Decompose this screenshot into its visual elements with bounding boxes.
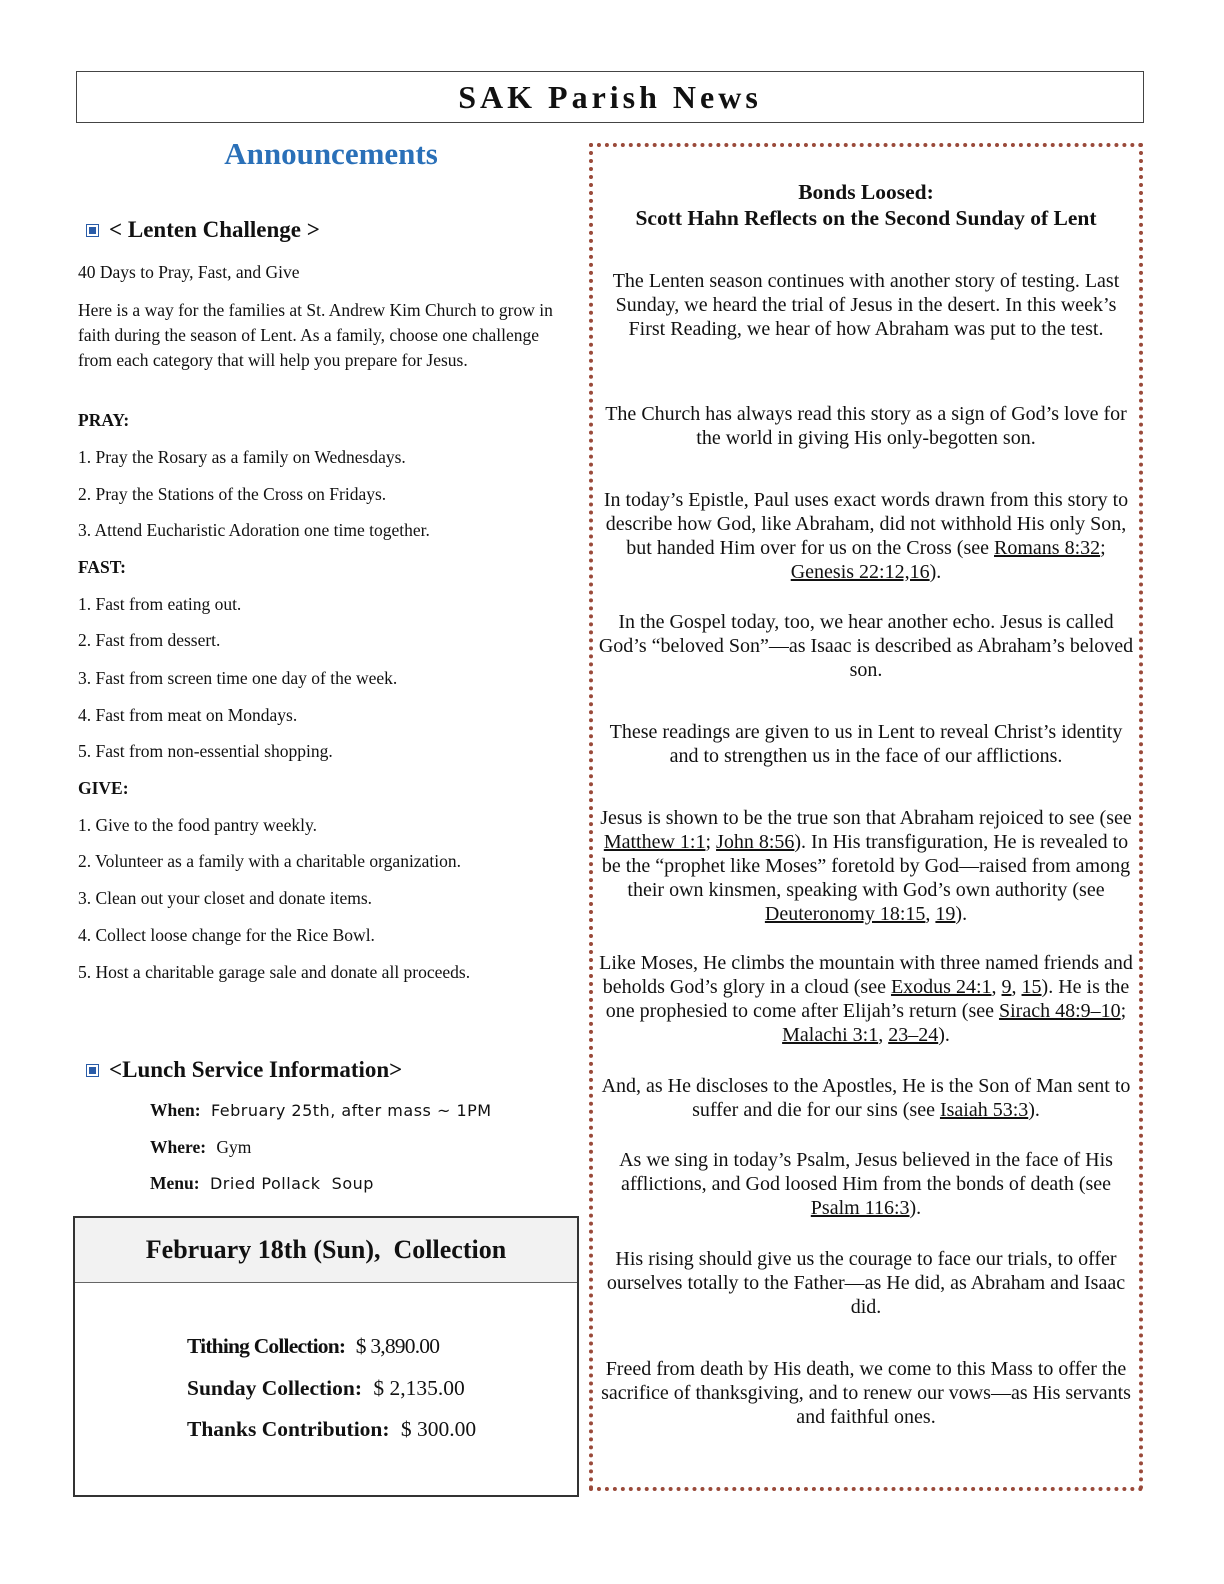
lunch-service-title: <Lunch Service Information> [109,1057,403,1082]
pray-label: PRAY: [78,410,130,430]
give-label: GIVE: [78,778,129,798]
scripture-link[interactable]: Psalm 116:3 [810,1197,910,1219]
fast-label: FAST: [78,557,126,577]
scripture-link[interactable]: Romans 8:32 [994,537,1101,559]
collection-title: February 18th (Sun), Collection [75,1218,577,1283]
lunch-service-heading [86,1057,402,1083]
paragraph-text: ). [955,903,968,925]
lenten-challenge-title: < Lenten Challenge > [109,217,320,242]
reflection-paragraph: The Church has always read this story as a sign of God’s love for the world in giving His only-begotten son. [605,403,1127,449]
paragraph-text: , [878,1024,889,1046]
paragraph-text: , [1011,976,1022,998]
list-item: 4. Fast from meat on Mondays. [78,705,298,725]
scripture-link[interactable]: Malachi 3:1 [782,1024,879,1046]
reflection-paragraph [597,488,1135,584]
scripture-link[interactable]: 19 [935,903,956,925]
tithing-collection [187,1334,439,1359]
scripture-link[interactable]: Deuteronomy 18:15 [764,903,926,925]
paragraph-text: Jesus is shown to be the true son that Abraham rejoiced to see (see [600,807,1132,829]
reflection-paragraph [597,1148,1135,1220]
list-item: 3. Clean out your closet and donate items. [78,888,373,908]
newsletter-header [76,71,1144,123]
list-item: 1. Pray the Rosary as a family on Wednesdays. [78,447,406,467]
scripture-link[interactable]: 23–24 [888,1024,939,1046]
paragraph-text: ; [1100,537,1106,559]
scripture-link[interactable]: Exodus 24:1 [890,976,992,998]
tithing-label: Tithing Collection: [187,1334,346,1358]
lunch-where [150,1137,251,1158]
paragraph-text: ). [909,1197,922,1219]
scripture-link[interactable]: Matthew 1:1 [603,831,706,853]
sunday-collection [187,1376,465,1401]
scripture-link[interactable]: 15 [1021,976,1042,998]
collection-box [73,1216,579,1497]
lenten-challenge-heading [86,217,320,243]
scripture-link[interactable]: Sirach 48:9–10 [998,1000,1121,1022]
reflection-title-line2: Scott Hahn Reflects on the Second Sunday of Lent [635,206,1097,230]
paragraph-text: As we sing in today’s Psalm, Jesus believed in the face of His afflictions, and God loosed Him from the bonds of death (see [619,1149,1113,1195]
checkbox-square-icon [86,224,99,237]
list-item: 5. Fast from non-essential shopping. [78,741,333,761]
paragraph-text: And, as He discloses to the Apostles, He is the Son of Man sent to suffer and die for our sins (see [601,1075,1131,1121]
lunch-when [150,1100,492,1121]
list-item: 1. Give to the food pantry weekly. [78,815,317,835]
paragraph-text: ; [1120,1000,1127,1022]
lenten-intro: Here is a way for the families at St. Andrew Kim Church to grow in faith during the season of Lent. As a family, choose one challenge from each category that will help you prepare for Jesus. [78,300,553,370]
paragraph-text: ). In His transfiguration, He is revealed to be the “prophet like Moses” foretold by God—raised from among their own kinsmen, speaking with God’s own authority (see [601,831,1131,901]
scripture-link[interactable]: John 8:56 [716,831,795,853]
reflection-paragraph: In the Gospel today, too, we hear another echo. Jesus is called God’s “beloved Son”—as Isaac is described as Abraham’s beloved son. [598,611,1134,681]
sunday-value: $ 2,135.00 [373,1376,465,1400]
reflection-paragraph [597,806,1135,926]
list-item: 5. Host a charitable garage sale and donate all proceeds. [78,962,471,982]
reflection-paragraph [597,1074,1135,1122]
scripture-link[interactable]: Genesis 22:12,16 [790,561,930,583]
tithing-value: $ 3,890.00 [355,1334,440,1358]
list-item: 1. Fast from eating out. [78,594,242,614]
newsletter-title: SAK Parish News [458,78,762,115]
reflection-panel [589,143,1143,1491]
paragraph-text: , [991,976,1002,998]
paragraph-text: ). He is the one prophesied to come after Elijah’s return (see [605,976,1130,1022]
reflection-paragraph [597,951,1135,1047]
when-value: February 25th, after mass ~ 1PM [210,1101,492,1120]
checkbox-square-icon [86,1064,99,1077]
thanks-label: Thanks Contribution: [187,1417,390,1441]
when-label: When: [150,1100,201,1120]
paragraph-text: , [925,903,936,925]
list-item: 3. Fast from screen time one day of the week. [78,668,398,688]
paragraph-text: ). [1028,1099,1040,1121]
menu-label: Menu: [150,1173,200,1193]
reflection-paragraph: These readings are given to us in Lent to reveal Christ’s identity and to strengthen us in the face of our afflictions. [609,721,1123,767]
where-value: Gym [216,1137,252,1157]
reflection-paragraph: Freed from death by His death, we come to this Mass to offer the sacrifice of thanksgiving, and to renew our vows—as His servants and faithful ones. [601,1358,1131,1428]
lenten-subtitle: 40 Days to Pray, Fast, and Give [78,262,300,282]
sunday-label: Sunday Collection: [187,1376,363,1400]
paragraph-text: ; [705,831,717,853]
where-label: Where: [150,1137,207,1157]
thanks-contribution [187,1417,476,1442]
paragraph-text: In today’s Epistle, Paul uses exact words drawn from this story to describe how God, like Abraham, did not withhold His only Son, but handed Him over for us on the Cross (see [603,489,1129,559]
reflection-title-line1: Bonds Loosed: [798,180,934,204]
thanks-value: $ 300.00 [400,1417,477,1441]
reflection-paragraph: His rising should give us the courage to face our trials, to offer ourselves totally to the Father—as He did, as Abraham and Isaac did. [606,1248,1126,1318]
reflection-paragraph: The Lenten season continues with another story of testing. Last Sunday, we heard the trial of Jesus in the desert. In this week’s First Reading, we hear of how Abraham was put to the test. [612,270,1120,340]
list-item: 2. Volunteer as a family with a charitable organization. [78,851,461,871]
list-item: 2. Pray the Stations of the Cross on Fridays. [78,484,387,504]
paragraph-text: ). [929,561,942,583]
announcements-heading: Announcements [224,136,438,171]
scripture-link[interactable]: 9 [1001,976,1012,998]
paragraph-text: ). [938,1024,950,1046]
reflection-title [593,179,1139,231]
list-item: 2. Fast from dessert. [78,630,221,650]
list-item: 4. Collect loose change for the Rice Bowl. [78,925,375,945]
paragraph-text: Like Moses, He climbs the mountain with three named friends and beholds God’s glory in a cloud (see [599,952,1133,998]
list-item: 3. Attend Eucharistic Adoration one time together. [78,520,430,540]
menu-value: Dried Pollack Soup [209,1174,374,1193]
scripture-link[interactable]: Isaiah 53:3 [939,1099,1029,1121]
lunch-menu [150,1173,374,1194]
